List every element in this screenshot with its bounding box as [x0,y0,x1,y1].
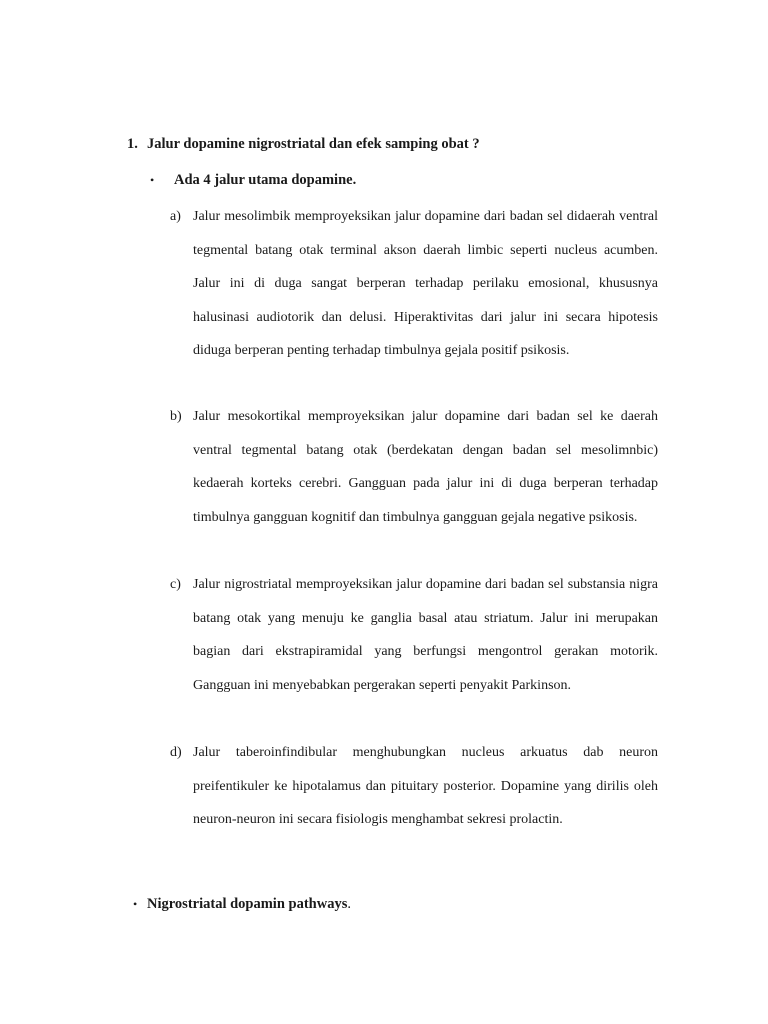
list-item-d [170,736,658,837]
bullet-final-period: . [347,896,351,912]
list-item-text: Jalur nigrostriatal memproyeksikan jalur dopamine dari badan sel substansia nigra batang otak yang menuju ke ganglia basal atau striatum. Jalur ini merupakan bagian dari ekstrapiramidal yang berfungsi mengontrol gerakan motorik. Gangguan ini menyebabkan pergerakan seperti penyakit Parkinson. [193,577,658,693]
list-item-text: Jalur mesolimbik memproyeksikan jalur dopamine dari badan sel didaerah ventral tegmental batang otak terminal akson daerah limbic seperti nucleus acumben. Jalur ini di duga sangat berperan terhadap perilaku emosional, khususnya halusinasi audiotorik dan delusi. Hiperaktivitas dari jalur ini secara hipotesis diduga berperan penting terhadap timbulnya gejala positif psikosis. [193,209,658,358]
list-item-marker: c) [170,577,181,592]
list-item-marker: a) [170,209,181,224]
bullet-final-text [147,896,351,913]
section-number: 1. [127,136,138,152]
bullet-intro-text: Ada 4 jalur utama dopamine. [174,172,357,188]
bullet-icon: • [150,173,155,187]
list-item-text: Jalur mesokortikal memproyeksikan jalur dopamine dari badan sel ke daerah ventral tegmental batang otak (berdekatan dengan badan sel mesolimnbic) kedaerah korteks cerebri. Gangguan pada jalur ini di duga berperan terhadap timbulnya gangguan kognitif dan timbulnya gangguan gejala negative psikosis. [193,409,658,525]
list-item-c [170,568,658,702]
section-heading [127,136,480,153]
list-item-marker: b) [170,409,182,424]
bullet-final-label: Nigrostriatal dopamin pathways [147,896,348,912]
list-item-b [170,400,658,534]
section-title: Jalur dopamine nigrostriatal dan efek samping obat ? [147,136,480,152]
list-item-marker: d) [170,745,182,760]
bullet-icon: • [133,897,138,911]
list-item-text: Jalur taberoinfindibular menghubungkan nucleus arkuatus dab neuron preifentikuler ke hipotalamus dan pituitary posterior. Dopamine yang dirilis oleh neuron-neuron ini secara fisiologis menghambat sekresi prolactin. [193,745,658,827]
list-item-a [170,200,658,368]
